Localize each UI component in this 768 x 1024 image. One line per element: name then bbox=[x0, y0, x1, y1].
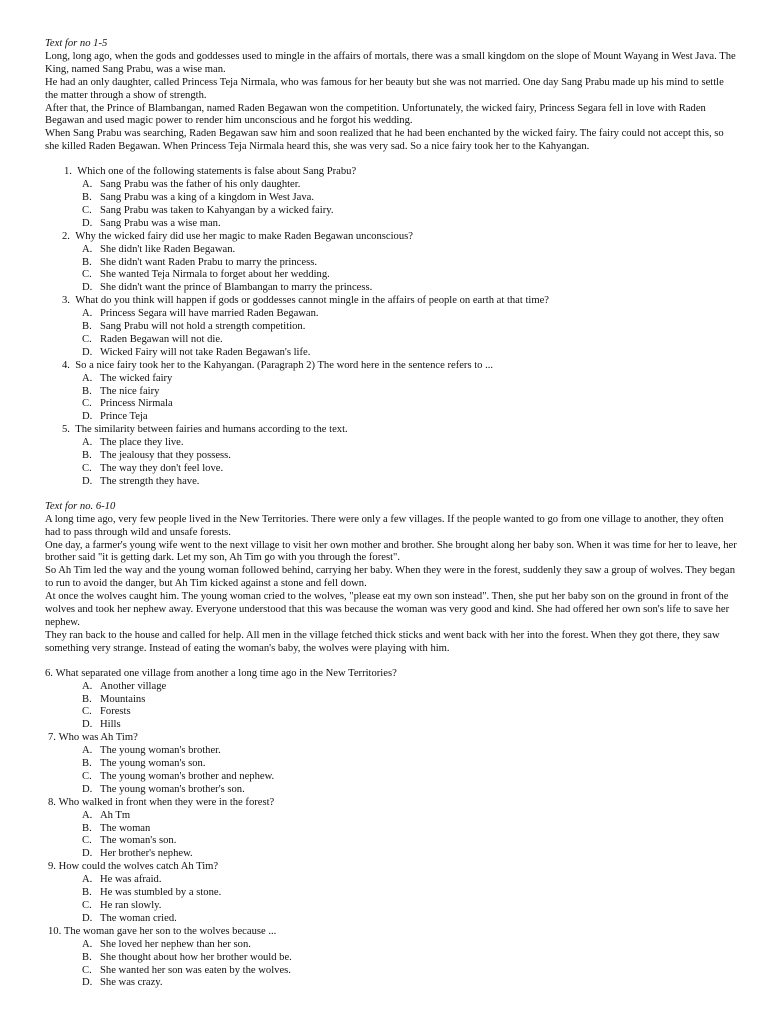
option-text: Hills bbox=[100, 719, 121, 731]
option-letter: A. bbox=[82, 745, 93, 757]
answer-option bbox=[45, 874, 738, 887]
answer-option bbox=[45, 192, 738, 205]
story-paragraph: So Ah Tim led the way and the young woman followed behind, carrying her baby. When they were in the forest, suddenly they saw a group of wolves. They began to run to avoid the danger, but Ah Tim kicked against a stone and fell down. bbox=[45, 565, 736, 590]
option-letter: B. bbox=[82, 951, 92, 963]
question-text: The woman gave her son to the wolves because ... bbox=[63, 925, 277, 937]
option-letter: B. bbox=[82, 758, 92, 770]
option-letter: B. bbox=[82, 321, 92, 333]
option-text: The young woman's son. bbox=[100, 758, 206, 770]
option-text: Sang Prabu was the father of his only daughter. bbox=[100, 179, 301, 191]
option-text: Mountains bbox=[100, 693, 146, 705]
question-stem bbox=[45, 926, 738, 939]
answer-option bbox=[45, 269, 738, 282]
answer-option bbox=[45, 463, 738, 476]
option-text: The woman bbox=[100, 822, 151, 834]
story-paragraph: At once the wolves caught him. The young woman cried to the wolves, "please eat my own son instead". Then, she put her baby son on the ground in front of the wolves and took her nephew away. Everyone understood that this was because the woman was very good and kind. She had offered her own son's life to save her nephew. bbox=[45, 591, 730, 628]
question-number: 7. bbox=[48, 732, 56, 744]
option-letter: D. bbox=[82, 217, 93, 229]
option-letter: D. bbox=[82, 783, 93, 795]
question-stem bbox=[45, 231, 738, 244]
question-number: 8. bbox=[48, 796, 56, 808]
option-text: She loved her nephew than her son. bbox=[100, 938, 251, 950]
question-text: Which one of the following statements is false about Sang Prabu? bbox=[77, 166, 357, 178]
option-letter: C. bbox=[82, 204, 92, 216]
option-text: The woman cried. bbox=[100, 912, 177, 924]
story-paragraph: A long time ago, very few people lived in the New Territories. There were only a few villages. If the people wanted to go from one village to another, they often had to pass through wild and unsafe forests. bbox=[45, 513, 724, 538]
answer-option bbox=[45, 450, 738, 463]
question-text: The similarity between fairies and humans according to the text. bbox=[75, 424, 348, 436]
option-letter: C. bbox=[82, 398, 92, 410]
option-text: He ran slowly. bbox=[100, 900, 162, 911]
option-letter: C. bbox=[82, 835, 92, 847]
answer-option bbox=[45, 205, 738, 218]
option-text: The woman's son. bbox=[100, 835, 177, 847]
option-letter: D. bbox=[82, 912, 93, 924]
option-text: Another village bbox=[100, 680, 167, 692]
option-letter: B. bbox=[82, 887, 92, 899]
answer-option bbox=[45, 681, 738, 694]
answer-option bbox=[45, 835, 738, 848]
option-letter: A. bbox=[82, 938, 93, 950]
question-text: How could the wolves catch Ah Tim? bbox=[58, 861, 219, 873]
option-letter: A. bbox=[82, 308, 93, 320]
question-text: What do you think will happen if gods or goddesses cannot mingle in the affairs of people on earth at that time? bbox=[75, 295, 550, 307]
option-letter: A. bbox=[82, 372, 93, 384]
option-text: Her brother's nephew. bbox=[100, 848, 193, 860]
option-letter: B. bbox=[82, 450, 92, 462]
option-text: The young woman's brother and nephew. bbox=[100, 770, 275, 782]
option-letter: D. bbox=[82, 977, 93, 989]
section-text-1-5 bbox=[45, 38, 738, 154]
option-letter: D. bbox=[82, 475, 93, 487]
question-text: What separated one village from another a long time ago in the New Territories? bbox=[55, 667, 397, 679]
option-letter: A. bbox=[82, 809, 93, 821]
question-number: 6. bbox=[45, 667, 53, 679]
question-item bbox=[45, 861, 738, 926]
question-text: Who walked in front when they were in the forest? bbox=[58, 796, 275, 808]
option-letter: C. bbox=[82, 463, 92, 474]
option-letter: D. bbox=[82, 346, 93, 358]
section-heading: Text for no. 6-10 bbox=[45, 500, 116, 512]
option-text: She didn't want the prince of Blambangan to marry the princess. bbox=[100, 282, 373, 294]
option-letter: D. bbox=[82, 848, 93, 860]
answer-option bbox=[45, 706, 738, 719]
question-number: 10. bbox=[48, 925, 62, 937]
question-stem bbox=[45, 797, 738, 810]
option-text: Princess Segara will have married Raden Begawan. bbox=[100, 308, 319, 320]
question-stem bbox=[45, 295, 738, 308]
question-item bbox=[45, 360, 738, 425]
question-item bbox=[45, 424, 738, 489]
questions-6-10 bbox=[45, 668, 738, 991]
option-letter: B. bbox=[82, 385, 92, 397]
story-paragraph: One day, a farmer's young wife went to the next village to visit her own mother and brother. She brought along her baby son. When it was time for her to leave, her brother said "it is getting dark. Let my son, Ah Tim go with you through the forest". bbox=[45, 539, 737, 564]
question-number: 3. bbox=[62, 295, 70, 307]
question-number: 4. bbox=[62, 359, 70, 371]
answer-option bbox=[45, 694, 738, 707]
answer-option bbox=[45, 308, 738, 321]
question-item bbox=[45, 166, 738, 231]
answer-option bbox=[45, 848, 738, 861]
option-text: The way they don't feel love. bbox=[100, 463, 224, 474]
question-number: 2. bbox=[62, 230, 70, 242]
story-paragraph: When Sang Prabu was searching, Raden Begawan saw him and soon realized that he had been enchanted by the wicked fairy. The fairy could not accept this, so she killed Raden Begawan. When Princess Teja Nirmala heard this, she was very sad. So a nice fairy took her to the Kahyangan. bbox=[45, 128, 724, 153]
answer-option bbox=[45, 179, 738, 192]
option-letter: B. bbox=[82, 256, 92, 268]
question-item bbox=[45, 668, 738, 733]
option-text: Raden Begawan will not die. bbox=[100, 333, 223, 345]
option-letter: B. bbox=[82, 693, 92, 705]
story-paragraph: After that, the Prince of Blambangan, named Raden Begawan won the competition. Unfortunately, the wicked fairy, Princess Segara fell in love with Raden Begawan and used magic power to render him unconscious and he forgot his wedding. bbox=[45, 102, 706, 127]
story-paragraph: He had an only daughter, called Princess Teja Nirmala, who was famous for her beauty but she was not married. One day Sang Prabu made up his mind to settle the matter through a show of strength. bbox=[45, 76, 724, 101]
question-number: 9. bbox=[48, 861, 56, 873]
option-text: The jealousy that they possess. bbox=[100, 450, 231, 462]
question-stem bbox=[45, 732, 738, 745]
option-letter: A. bbox=[82, 874, 93, 886]
option-letter: C. bbox=[82, 770, 92, 782]
answer-option bbox=[45, 411, 738, 424]
answer-option bbox=[45, 900, 738, 913]
option-text: Sang Prabu was a king of a kingdom in West Java. bbox=[100, 191, 315, 203]
answer-option bbox=[45, 437, 738, 450]
option-text: She was crazy. bbox=[100, 977, 163, 989]
answer-option bbox=[45, 758, 738, 771]
question-stem bbox=[45, 861, 738, 874]
option-text: The strength they have. bbox=[100, 475, 200, 487]
story-paragraph: They ran back to the house and called for help. All men in the village fetched thick sticks and went back with her into the forest. When they got there, they saw something very strange. Instead of eating the woman's baby, the wolves were playing with him. bbox=[45, 629, 720, 654]
answer-option bbox=[45, 334, 738, 347]
section-text-6-10 bbox=[45, 501, 738, 656]
question-number: 1. bbox=[64, 166, 72, 178]
option-text: She thought about how her brother would be. bbox=[100, 951, 292, 963]
answer-option bbox=[45, 719, 738, 732]
option-letter: C. bbox=[82, 900, 92, 911]
option-letter: B. bbox=[82, 191, 92, 203]
option-text: Sang Prabu was a wise man. bbox=[100, 217, 221, 229]
question-number: 5. bbox=[62, 424, 70, 436]
option-text: He was afraid. bbox=[100, 874, 162, 886]
option-text: Forests bbox=[100, 706, 131, 718]
answer-option bbox=[45, 398, 738, 411]
section-heading: Text for no 1-5 bbox=[45, 38, 108, 49]
answer-option bbox=[45, 810, 738, 823]
answer-option bbox=[45, 784, 738, 797]
question-stem bbox=[45, 360, 738, 373]
option-letter: D. bbox=[82, 411, 93, 423]
option-text: The nice fairy bbox=[100, 385, 160, 397]
option-text: Wicked Fairy will not take Raden Begawan's life. bbox=[100, 346, 311, 358]
question-item bbox=[45, 732, 738, 797]
option-text: The young woman's brother. bbox=[100, 745, 221, 757]
option-text: Princess Nirmala bbox=[100, 398, 173, 410]
option-text: She wanted Teja Nirmala to forget about her wedding. bbox=[100, 269, 330, 281]
option-text: Sang Prabu will not hold a strength competition. bbox=[100, 321, 306, 333]
answer-option bbox=[45, 939, 738, 952]
question-item bbox=[45, 797, 738, 862]
answer-option bbox=[45, 952, 738, 965]
answer-option bbox=[45, 745, 738, 758]
question-item bbox=[45, 231, 738, 296]
option-letter: C. bbox=[82, 333, 92, 345]
question-item bbox=[45, 295, 738, 360]
question-stem bbox=[45, 424, 738, 437]
answer-option bbox=[45, 386, 738, 399]
option-text: The young woman's brother's son. bbox=[100, 783, 245, 795]
option-text: Prince Teja bbox=[100, 411, 148, 423]
option-text: She didn't like Raden Begawan. bbox=[100, 243, 236, 255]
option-letter: A. bbox=[82, 243, 93, 255]
option-text: Sang Prabu was taken to Kahyangan by a wicked fairy. bbox=[100, 204, 334, 216]
answer-option bbox=[45, 476, 738, 489]
option-text: She didn't want Raden Prabu to marry the princess. bbox=[100, 256, 317, 268]
answer-option bbox=[45, 257, 738, 270]
option-letter: B. bbox=[82, 822, 92, 834]
question-text: Why the wicked fairy did use her magic to make Raden Begawan unconscious? bbox=[75, 230, 413, 242]
option-letter: A. bbox=[82, 680, 93, 692]
option-text: Ah Tm bbox=[100, 809, 131, 821]
answer-option bbox=[45, 823, 738, 836]
option-letter: C. bbox=[82, 269, 92, 281]
option-text: She wanted her son was eaten by the wolves. bbox=[100, 964, 291, 976]
option-letter: D. bbox=[82, 282, 93, 294]
answer-option bbox=[45, 282, 738, 295]
question-stem bbox=[45, 668, 738, 681]
question-stem bbox=[45, 166, 738, 179]
question-text: So a nice fairy took her to the Kahyangan. (Paragraph 2) The word here in the sentence refers to ... bbox=[75, 359, 494, 371]
question-text: Who was Ah Tim? bbox=[58, 732, 138, 744]
question-item bbox=[45, 926, 738, 991]
answer-option bbox=[45, 965, 738, 978]
answer-option bbox=[45, 373, 738, 386]
answer-option bbox=[45, 347, 738, 360]
answer-option bbox=[45, 887, 738, 900]
option-letter: A. bbox=[82, 179, 93, 191]
answer-option bbox=[45, 913, 738, 926]
option-letter: A. bbox=[82, 437, 93, 449]
option-letter: C. bbox=[82, 964, 92, 976]
answer-option bbox=[45, 244, 738, 257]
answer-option bbox=[45, 771, 738, 784]
answer-option bbox=[45, 977, 738, 990]
option-letter: D. bbox=[82, 719, 93, 731]
option-letter: C. bbox=[82, 706, 92, 718]
answer-option bbox=[45, 321, 738, 334]
answer-option bbox=[45, 218, 738, 231]
story-paragraph: Long, long ago, when the gods and goddesses used to mingle in the affairs of mortals, there was a small kingdom on the slope of Mount Wayang in West Java. The King, named Sang Prabu, was a wise man. bbox=[45, 50, 736, 75]
option-text: The place they live. bbox=[100, 437, 184, 449]
option-text: The wicked fairy bbox=[100, 372, 173, 384]
questions-1-5 bbox=[45, 166, 738, 489]
option-text: He was stumbled by a stone. bbox=[100, 887, 222, 899]
